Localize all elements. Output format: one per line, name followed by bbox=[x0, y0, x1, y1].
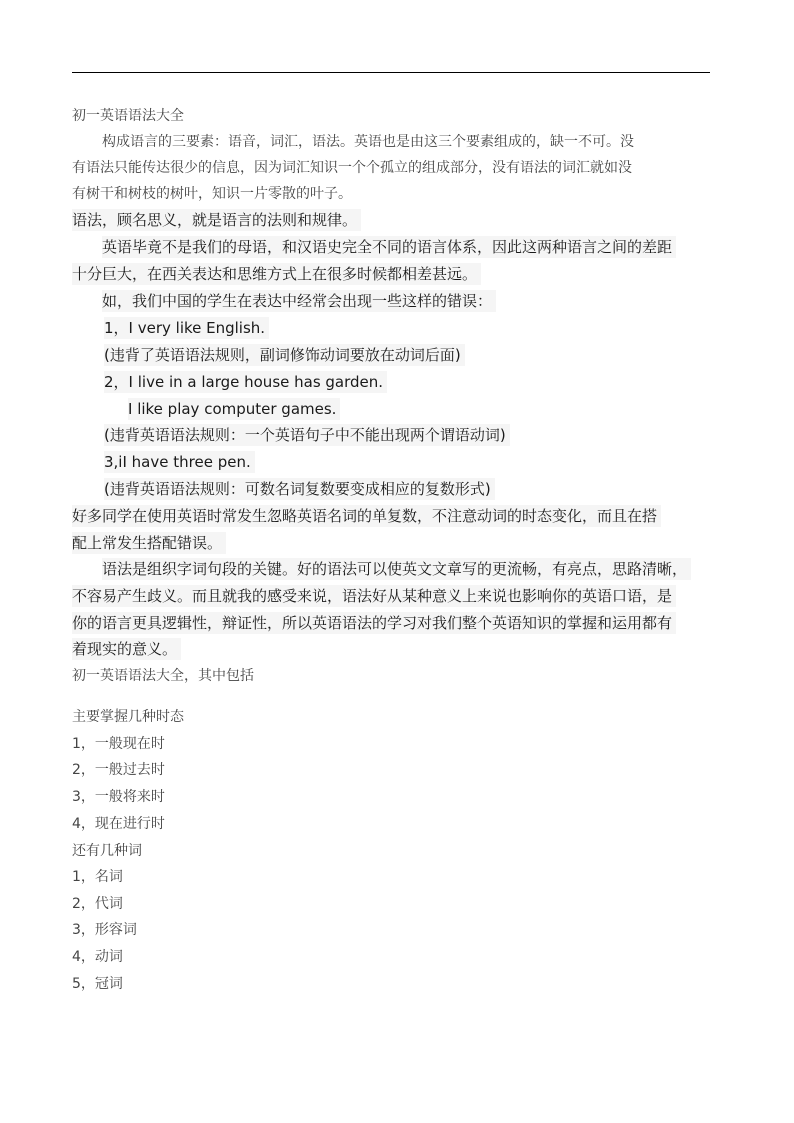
example-3: 3,iI have three pen. bbox=[104, 451, 255, 473]
words-heading: 还有几种词 bbox=[72, 843, 142, 859]
intro-line-3: 有树干和树枝的树叶，知识一片零散的叶子。 bbox=[72, 186, 352, 202]
importance-line-3: 你的语言更具逻辑性，辩证性，所以英语语法的学习对我们整个英语知识的掌握和运用都有 bbox=[72, 612, 676, 634]
example-1: 1，I very like English. bbox=[104, 317, 269, 339]
intro-line-2: 有语法只能传达很少的信息，因为词汇知识一个个孤立的组成部分，没有语法的词汇就如没 bbox=[72, 160, 632, 176]
word-item: 1，名词 bbox=[72, 869, 123, 885]
word-item: 2，代词 bbox=[72, 896, 123, 912]
document-title: 初一英语语法大全 bbox=[72, 108, 184, 124]
mistakes-line-2: 配上常发生搭配错误。 bbox=[72, 532, 226, 554]
examples-intro: 如，我们中国的学生在表达中经常会出现一些这样的错误： bbox=[102, 290, 496, 312]
difference-line-1: 英语毕竟不是我们的母语，和汉语史完全不同的语言体系，因此这两种语言之间的差距 bbox=[102, 236, 676, 258]
importance-line-4: 着现实的意义。 bbox=[72, 638, 181, 660]
example-2: 2，I live in a large house has garden. bbox=[104, 371, 387, 393]
tense-item: 1，一般现在时 bbox=[72, 736, 165, 752]
word-item: 5，冠词 bbox=[72, 976, 123, 992]
tense-item: 3，一般将来时 bbox=[72, 789, 165, 805]
example-1-note: (违背了英语语法规则，副词修饰动词要放在动词后面) bbox=[104, 344, 465, 366]
contents-title: 初一英语语法大全，其中包括 bbox=[72, 668, 254, 684]
importance-line-2: 不容易产生歧义。而且就我的感受来说，语法好从某种意义上来说也影响你的英语口语，是 bbox=[72, 585, 676, 607]
intro-line-1: 构成语言的三要素：语音，词汇，语法。英语也是由这三个要素组成的，缺一不可。没 bbox=[102, 134, 634, 150]
tense-item: 2，一般过去时 bbox=[72, 762, 165, 778]
word-item: 4，动词 bbox=[72, 949, 123, 965]
mistakes-line-1: 好多同学在使用英语时常发生忽略英语名词的单复数，不注意动词的时态变化，而且在搭 bbox=[72, 505, 661, 527]
tense-item: 4，现在进行时 bbox=[72, 816, 165, 832]
tenses-heading: 主要掌握几种时态 bbox=[72, 709, 184, 725]
example-3-note: (违背英语语法规则：可数名词复数要变成相应的复数形式) bbox=[104, 478, 495, 500]
example-2-note: (违背英语语法规则：一个英语句子中不能出现两个谓语动词) bbox=[104, 424, 510, 446]
word-item: 3，形容词 bbox=[72, 922, 137, 938]
example-2b: I like play computer games. bbox=[128, 398, 340, 420]
importance-line-1: 语法是组织字词句段的关键。好的语法可以使英文文章写的更流畅，有亮点，思路清晰， bbox=[102, 558, 691, 580]
header-rule bbox=[72, 72, 710, 73]
definition-line: 语法，顾名思义，就是语言的法则和规律。 bbox=[72, 209, 361, 231]
difference-line-2: 十分巨大，在西关表达和思维方式上在很多时候都相差甚远。 bbox=[72, 263, 481, 285]
